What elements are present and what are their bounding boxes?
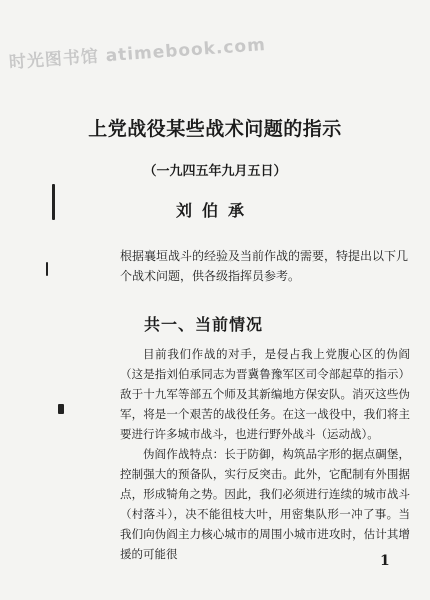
scan-mark	[46, 262, 48, 276]
scan-mark	[58, 404, 64, 414]
document-date: （一九四五年九月五日）	[143, 164, 287, 179]
document-title: 上党战役某些战术问题的指示	[88, 118, 342, 140]
intro-paragraph: 根据襄垣战斗的经验及当前作战的需要，特提出以下几个战术问题，供各级指挥员参考。	[120, 249, 409, 283]
section-heading: 共一、当前情况	[144, 315, 264, 334]
paragraph: 伪阎作战特点：长于防御，构筑品字形的据点碉堡，控制强大的预备队，实行反突击。此外，它配制有外围据点，形成犄角之势。因此，我们必须进行连续的城市战斗（村落斗），决不能徂枝大叶，用密集队形一冲了事。当我们向伪阎主力核心城市的周围小城市进攻时，估计其增援的可能很	[120, 447, 410, 561]
paragraph: 目前我们作战的对手，是侵占我上党腹心区的伪阎（这是指刘伯承同志为晋冀鲁豫军区司令部起草的指示）敌于十九军等部五个师及其新编地方保安队。消灭这些伪军，将是一个艰苦的战役任务。在这一战役中，我们将主要进行许多城市战斗，也进行野外战斗（运动战）。	[120, 347, 410, 441]
document-author: 刘伯承	[175, 201, 254, 220]
page-number: 1	[380, 553, 390, 569]
body-text	[120, 344, 410, 564]
watermark: 时光图书馆 atimebook.com	[8, 35, 267, 73]
